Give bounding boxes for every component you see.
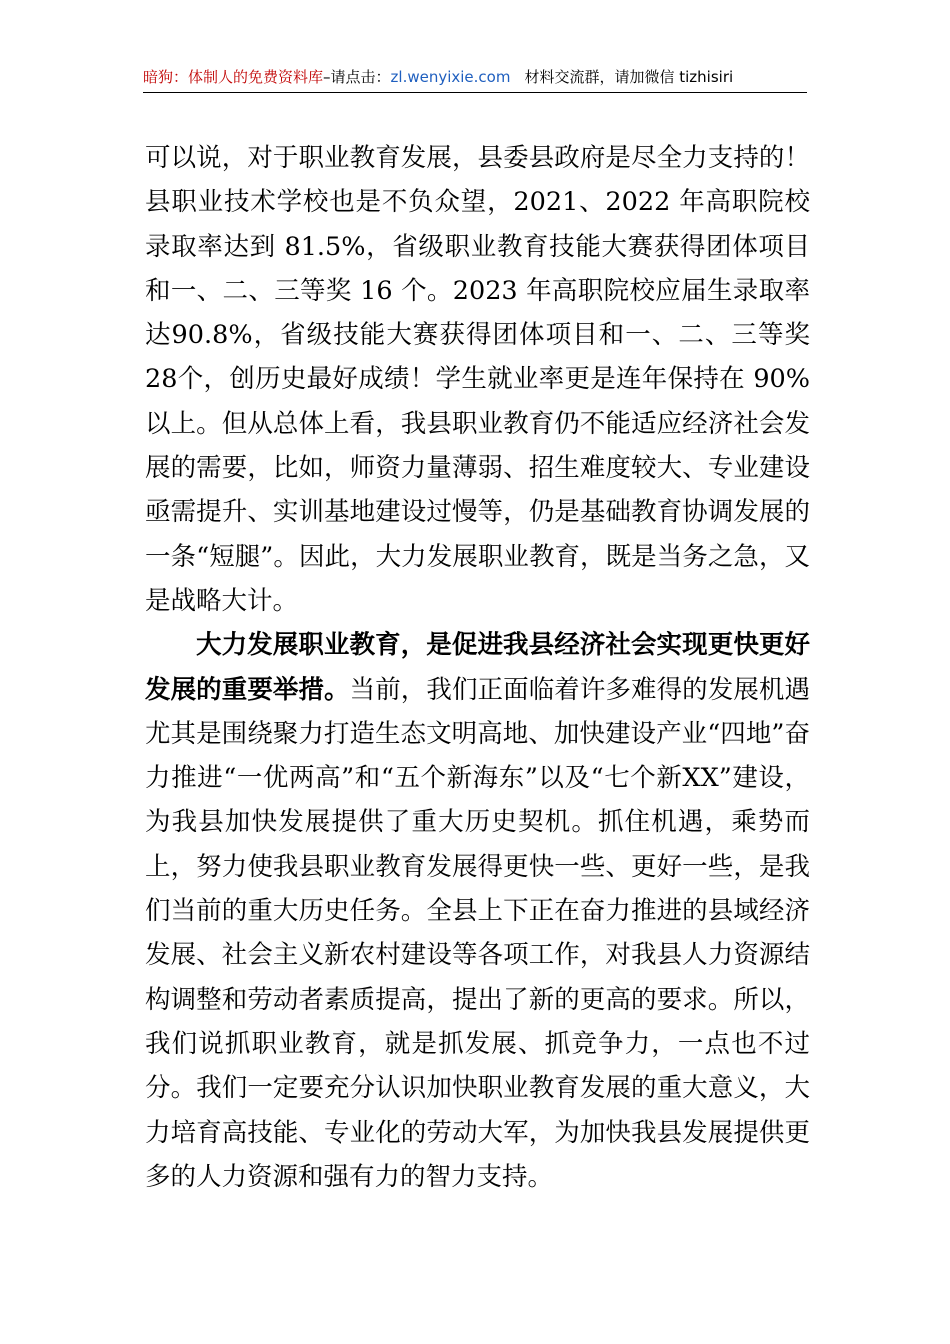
paragraph-1: 可以说，对于职业教育发展，县委县政府是尽全力支持的！县职业技术学校也是不负众望，2021、2022 年高职院校录取率达到 81.5%，省级职业教育技能大赛获得团体项目和一、二、三等奖 16 个。2023 年高职院校应届生录取率达90.8%，省级技能大赛获得团体项目和一、二、三等奖 28个，创历史最好成绩！学生就业率更是连年保持在 90%以上。但从总体上看，我县职业教育仍不能适应经济社会发展的需要，比如，师资力量薄弱、招生难度较大、专业建设亟需提升、实训基地建设过慢等，仍是基础教育协调发展的一条“短腿”。因此，大力发展职业教育，既是当务之急，又是战略大计。 xyxy=(145,143,810,616)
page-header xyxy=(143,62,807,93)
paragraph-2-lead: 大力发展职业教育，是促进我县经济社会实现更快更好发展的重要举措。 xyxy=(145,630,810,705)
header-brand: 暗狗：体制人的免费资料库 xyxy=(143,68,324,86)
paragraph-2 xyxy=(145,623,810,1199)
document-body xyxy=(145,136,810,1199)
header-link-prefix: –请点击： xyxy=(323,68,391,86)
paragraph-2-body: 当前，我们正面临着许多难得的发展机遇尤其是围绕聚力打造生态文明高地、加快建设产业“四地”奋力推进“一优两高”和“五个新海东”以及“七个新XX”建设，为我县加快发展提供了重大历史契机。抓住机遇，乘势而上，努力使我县职业教育发展得更快一些、更好一些，是我们当前的重大历史任务。全县上下正在奋力推进的县域经济发展、社会主义新农村建设等各项工作，对我县人力资源结构调整和劳动者素质提高，提出了新的更高的要求。所以，我们说抓职业教育，就是抓发展、抓竞争力，一点也不过分。我们一定要充分认识加快职业教育发展的重大意义，大力培育高技能、专业化的劳动大军，为加快我县发展提供更多的人力资源和强有力的智力支持。 xyxy=(145,674,810,1192)
header-website-link[interactable]: zl.wenyixie.com xyxy=(390,68,511,86)
header-group-note: 材料交流群，请加微信 tizhisiri xyxy=(524,68,734,86)
